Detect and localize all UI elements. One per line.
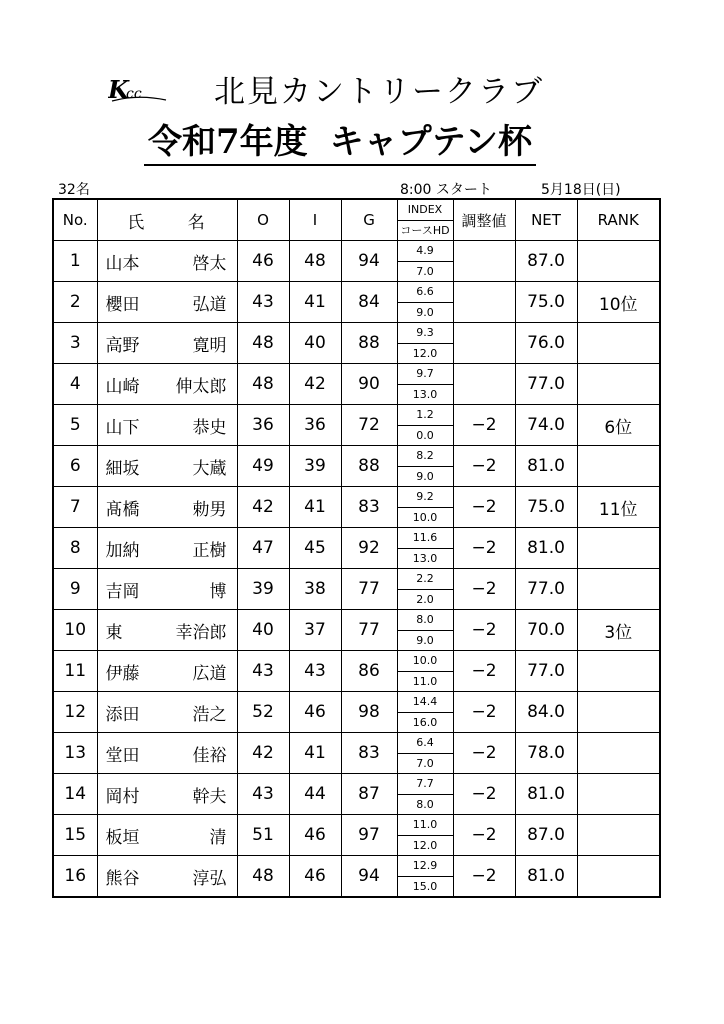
row-index-cell	[397, 856, 453, 898]
col-name	[97, 199, 237, 241]
row-rank	[577, 528, 660, 569]
row-no: 7	[53, 487, 97, 528]
row-family-name: 加納	[105, 540, 140, 561]
row-adjust: −2	[453, 487, 515, 528]
row-name	[97, 610, 237, 651]
table-row	[53, 733, 660, 774]
row-rank	[577, 241, 660, 282]
logo-cc: cc	[126, 86, 142, 102]
row-rank	[577, 323, 660, 364]
row-given-name: 伸太郎	[175, 376, 227, 397]
row-given-name: 淳弘	[192, 868, 227, 889]
row-adjust: −2	[453, 651, 515, 692]
row-name	[97, 528, 237, 569]
row-given-name: 博	[209, 581, 227, 602]
row-in: 42	[289, 364, 341, 405]
row-no: 11	[53, 651, 97, 692]
row-name	[97, 446, 237, 487]
row-index-cell	[397, 692, 453, 733]
row-course-hd: 10.0	[412, 510, 438, 524]
row-family-name: 山崎	[105, 376, 140, 397]
row-out: 40	[237, 610, 289, 651]
row-in: 44	[289, 774, 341, 815]
row-out: 51	[237, 815, 289, 856]
row-name	[97, 815, 237, 856]
event-name: キャプテン杯	[329, 122, 532, 162]
start-time: 8:00 スタート	[400, 182, 492, 198]
row-given-name: 浩之	[192, 704, 227, 725]
row-family-name: 板垣	[105, 827, 140, 848]
row-index-cell	[397, 323, 453, 364]
row-family-name: 高野	[105, 335, 140, 356]
row-net: 87.0	[515, 815, 577, 856]
row-out: 47	[237, 528, 289, 569]
row-course-hd: 13.0	[412, 387, 438, 401]
player-count: 32名	[58, 182, 90, 198]
row-given-name: 正樹	[192, 540, 227, 561]
row-no: 16	[53, 856, 97, 898]
row-index: 1.2	[398, 405, 453, 426]
logo-k: K	[108, 75, 129, 104]
row-gross: 98	[341, 692, 397, 733]
row-no: 2	[53, 282, 97, 323]
row-name	[97, 364, 237, 405]
row-index-cell	[397, 610, 453, 651]
row-net: 81.0	[515, 446, 577, 487]
col-out: O	[237, 199, 289, 241]
row-course-hd: 11.0	[412, 674, 438, 688]
row-net: 81.0	[515, 774, 577, 815]
row-index-cell	[397, 528, 453, 569]
row-name	[97, 651, 237, 692]
row-no: 8	[53, 528, 97, 569]
col-in: I	[289, 199, 341, 241]
row-given-name: 佳裕	[192, 745, 227, 766]
row-index: 6.6	[398, 282, 453, 303]
row-index: 8.0	[398, 610, 453, 631]
row-course-hd: 12.0	[412, 838, 438, 852]
row-net: 75.0	[515, 282, 577, 323]
row-adjust: −2	[453, 692, 515, 733]
row-no: 1	[53, 241, 97, 282]
row-index: 6.4	[398, 733, 453, 754]
row-family-name: 櫻田	[105, 294, 140, 315]
row-rank	[577, 364, 660, 405]
table-row	[53, 241, 660, 282]
row-given-name: 勅男	[192, 499, 227, 520]
row-index: 11.6	[398, 528, 453, 549]
col-index-label: INDEX	[398, 200, 453, 221]
table-row	[53, 364, 660, 405]
row-adjust: −2	[453, 405, 515, 446]
row-rank: 10位	[577, 282, 660, 323]
header-row	[53, 199, 660, 241]
row-index: 2.2	[398, 569, 453, 590]
row-course-hd: 7.0	[416, 264, 434, 278]
table-row	[53, 651, 660, 692]
col-name-given: 名	[187, 212, 205, 233]
row-index: 8.2	[398, 446, 453, 467]
row-in: 41	[289, 487, 341, 528]
row-name	[97, 733, 237, 774]
row-no: 3	[53, 323, 97, 364]
row-adjust: −2	[453, 774, 515, 815]
event-date: 5月18日(日)	[541, 182, 621, 198]
row-family-name: 山下	[105, 417, 140, 438]
row-gross: 90	[341, 364, 397, 405]
row-net: 87.0	[515, 241, 577, 282]
row-adjust: −2	[453, 446, 515, 487]
row-out: 39	[237, 569, 289, 610]
row-net: 74.0	[515, 405, 577, 446]
row-no: 6	[53, 446, 97, 487]
row-gross: 84	[341, 282, 397, 323]
row-course-hd: 9.0	[416, 305, 434, 319]
row-family-name: 伊藤	[105, 663, 140, 684]
row-rank	[577, 733, 660, 774]
row-in: 41	[289, 282, 341, 323]
row-index-cell	[397, 651, 453, 692]
table-row	[53, 323, 660, 364]
row-name	[97, 241, 237, 282]
row-index: 4.9	[398, 241, 453, 262]
table-row	[53, 528, 660, 569]
col-rank: RANK	[577, 199, 660, 241]
row-rank	[577, 815, 660, 856]
row-net: 78.0	[515, 733, 577, 774]
row-net: 77.0	[515, 569, 577, 610]
row-out: 43	[237, 774, 289, 815]
row-index-cell	[397, 569, 453, 610]
row-course-hd: 7.0	[416, 756, 434, 770]
row-index-cell	[397, 487, 453, 528]
row-out: 48	[237, 364, 289, 405]
row-index: 9.7	[398, 364, 453, 385]
row-index-cell	[397, 774, 453, 815]
row-gross: 88	[341, 323, 397, 364]
row-out: 36	[237, 405, 289, 446]
row-rank	[577, 774, 660, 815]
row-given-name: 大蔵	[192, 458, 227, 479]
row-given-name: 清	[209, 827, 227, 848]
row-net: 77.0	[515, 364, 577, 405]
row-out: 42	[237, 487, 289, 528]
table-row	[53, 774, 660, 815]
row-index: 10.0	[398, 651, 453, 672]
row-rank	[577, 446, 660, 487]
row-in: 41	[289, 733, 341, 774]
row-in: 38	[289, 569, 341, 610]
row-adjust: −2	[453, 815, 515, 856]
row-family-name: 吉岡	[105, 581, 140, 602]
row-family-name: 山本	[105, 253, 140, 274]
row-no: 14	[53, 774, 97, 815]
col-adjust: 調整値	[453, 199, 515, 241]
row-course-hd: 2.0	[416, 592, 434, 606]
results-table	[52, 198, 661, 898]
table-row	[53, 282, 660, 323]
row-adjust: −2	[453, 856, 515, 898]
row-given-name: 弘道	[192, 294, 227, 315]
row-index: 9.2	[398, 487, 453, 508]
row-course-hd: 0.0	[416, 428, 434, 442]
row-in: 36	[289, 405, 341, 446]
row-in: 37	[289, 610, 341, 651]
row-in: 46	[289, 815, 341, 856]
row-family-name: 髙橋	[105, 499, 140, 520]
row-name	[97, 405, 237, 446]
col-gross: G	[341, 199, 397, 241]
row-name	[97, 282, 237, 323]
row-course-hd: 8.0	[416, 797, 434, 811]
row-family-name: 東	[105, 622, 123, 643]
row-rank	[577, 651, 660, 692]
row-gross: 86	[341, 651, 397, 692]
row-in: 39	[289, 446, 341, 487]
row-index: 9.3	[398, 323, 453, 344]
row-name	[97, 323, 237, 364]
row-course-hd: 16.0	[412, 715, 438, 729]
col-course-hd-label: コースHD	[400, 224, 450, 238]
row-index-cell	[397, 446, 453, 487]
row-index: 11.0	[398, 815, 453, 836]
row-in: 46	[289, 692, 341, 733]
row-index-cell	[397, 282, 453, 323]
row-out: 42	[237, 733, 289, 774]
row-net: 81.0	[515, 528, 577, 569]
row-out: 48	[237, 323, 289, 364]
row-no: 4	[53, 364, 97, 405]
row-no: 13	[53, 733, 97, 774]
row-name	[97, 569, 237, 610]
row-in: 48	[289, 241, 341, 282]
row-out: 43	[237, 282, 289, 323]
row-out: 52	[237, 692, 289, 733]
row-rank: 11位	[577, 487, 660, 528]
row-gross: 72	[341, 405, 397, 446]
row-adjust	[453, 323, 515, 364]
row-adjust: −2	[453, 569, 515, 610]
col-net: NET	[515, 199, 577, 241]
row-in: 46	[289, 856, 341, 898]
row-name	[97, 692, 237, 733]
row-index: 7.7	[398, 774, 453, 795]
row-gross: 77	[341, 569, 397, 610]
row-family-name: 細坂	[105, 458, 140, 479]
table-row	[53, 692, 660, 733]
row-adjust	[453, 364, 515, 405]
row-no: 15	[53, 815, 97, 856]
row-family-name: 堂田	[105, 745, 140, 766]
row-index-cell	[397, 364, 453, 405]
row-gross: 94	[341, 241, 397, 282]
row-gross: 77	[341, 610, 397, 651]
row-in: 43	[289, 651, 341, 692]
col-name-family: 氏	[127, 212, 145, 233]
row-rank: 6位	[577, 405, 660, 446]
table-row	[53, 487, 660, 528]
row-net: 70.0	[515, 610, 577, 651]
row-adjust: −2	[453, 528, 515, 569]
row-gross: 94	[341, 856, 397, 898]
row-gross: 83	[341, 733, 397, 774]
row-adjust	[453, 241, 515, 282]
col-index	[397, 199, 453, 241]
row-gross: 92	[341, 528, 397, 569]
row-net: 76.0	[515, 323, 577, 364]
table-row	[53, 815, 660, 856]
row-no: 10	[53, 610, 97, 651]
row-in: 45	[289, 528, 341, 569]
table-row	[53, 610, 660, 651]
col-no: No.	[53, 199, 97, 241]
row-out: 46	[237, 241, 289, 282]
row-rank	[577, 692, 660, 733]
row-gross: 97	[341, 815, 397, 856]
row-course-hd: 9.0	[416, 633, 434, 647]
row-name	[97, 856, 237, 898]
row-given-name: 広道	[192, 663, 227, 684]
row-in: 40	[289, 323, 341, 364]
event-title	[144, 120, 536, 166]
row-net: 77.0	[515, 651, 577, 692]
row-net: 84.0	[515, 692, 577, 733]
row-given-name: 幸治郎	[175, 622, 227, 643]
row-adjust: −2	[453, 610, 515, 651]
row-family-name: 岡村	[105, 786, 140, 807]
row-index-cell	[397, 815, 453, 856]
row-net: 75.0	[515, 487, 577, 528]
row-no: 9	[53, 569, 97, 610]
row-given-name: 幹夫	[192, 786, 227, 807]
row-net: 81.0	[515, 856, 577, 898]
table-row	[53, 405, 660, 446]
row-given-name: 恭史	[192, 417, 227, 438]
row-adjust	[453, 282, 515, 323]
row-index-cell	[397, 733, 453, 774]
row-family-name: 添田	[105, 704, 140, 725]
row-index: 14.4	[398, 692, 453, 713]
table-row	[53, 856, 660, 898]
event-year: 令和7年度	[148, 122, 308, 162]
club-name: 北見カントリークラブ	[214, 74, 544, 110]
row-index-cell	[397, 241, 453, 282]
row-name	[97, 774, 237, 815]
row-out: 49	[237, 446, 289, 487]
row-no: 12	[53, 692, 97, 733]
row-given-name: 啓太	[192, 253, 227, 274]
row-out: 43	[237, 651, 289, 692]
row-no: 5	[53, 405, 97, 446]
row-rank: 3位	[577, 610, 660, 651]
row-rank	[577, 569, 660, 610]
row-course-hd: 9.0	[416, 469, 434, 483]
row-family-name: 熊谷	[105, 868, 140, 889]
table-row	[53, 569, 660, 610]
table-row	[53, 446, 660, 487]
row-course-hd: 12.0	[412, 346, 438, 360]
row-course-hd: 13.0	[412, 551, 438, 565]
row-course-hd: 15.0	[412, 879, 438, 893]
row-index-cell	[397, 405, 453, 446]
row-gross: 88	[341, 446, 397, 487]
row-gross: 87	[341, 774, 397, 815]
row-adjust: −2	[453, 733, 515, 774]
row-index: 12.9	[398, 856, 453, 877]
row-out: 48	[237, 856, 289, 898]
row-name	[97, 487, 237, 528]
row-gross: 83	[341, 487, 397, 528]
row-given-name: 寛明	[192, 335, 227, 356]
row-rank	[577, 856, 660, 898]
